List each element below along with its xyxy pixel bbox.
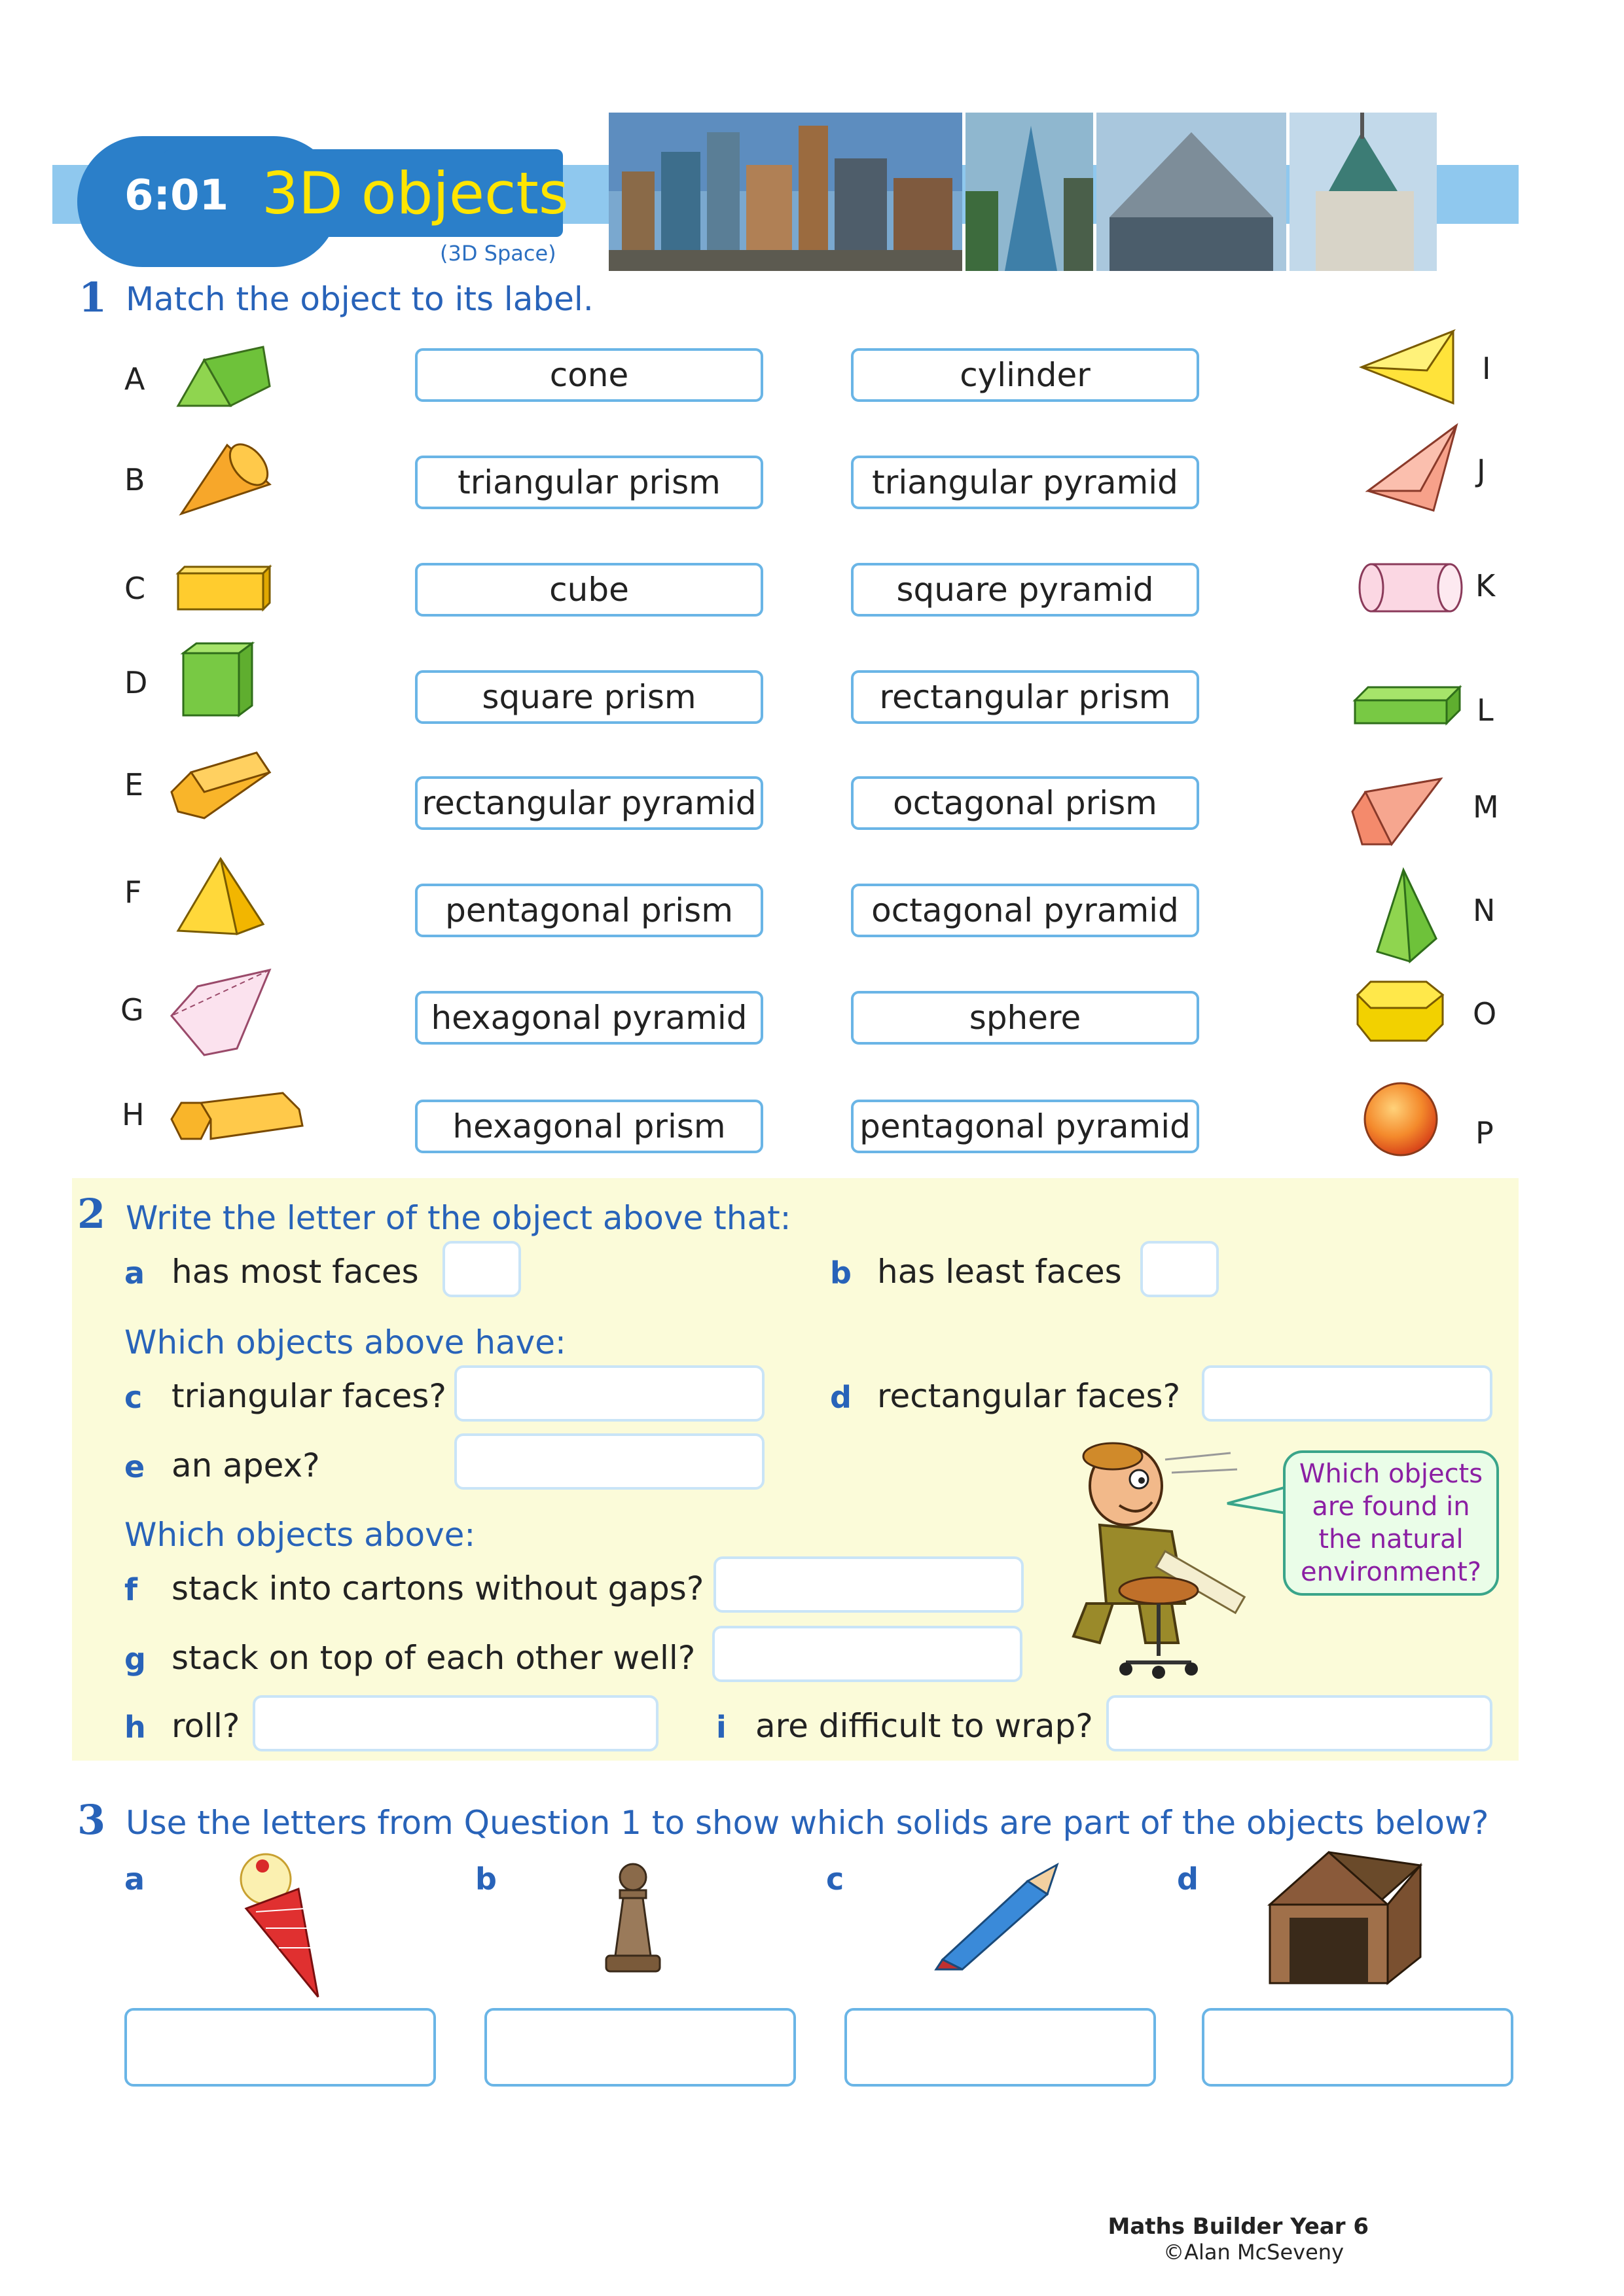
label-hexagonal-prism[interactable]: hexagonal prism	[415, 1100, 763, 1153]
q2-d-answer[interactable]	[1202, 1365, 1492, 1422]
shape-letter-l: L	[1477, 692, 1494, 728]
spire-building-photo	[1290, 113, 1437, 271]
page-title: 3D objects	[262, 160, 569, 227]
footer-book-title: Maths Builder Year 6	[1108, 2214, 1369, 2240]
shape-letter-b: B	[124, 462, 145, 497]
page-subtitle: (3D Space)	[440, 241, 556, 266]
ice-cream-cone-image	[226, 1850, 331, 2000]
label-square-pyramid[interactable]: square pyramid	[851, 563, 1199, 617]
q3-a-letter: a	[124, 1861, 145, 1897]
glass-tower-photo	[965, 113, 1093, 271]
shape-e-pentagonal-prism	[165, 746, 276, 825]
shed-image	[1263, 1846, 1427, 1990]
shape-f-square-pyramid	[171, 852, 270, 937]
label-octagonal-pyramid[interactable]: octagonal pyramid	[851, 884, 1199, 937]
q2-a-answer[interactable]	[442, 1241, 521, 1297]
shape-a-triangular-prism	[171, 340, 276, 412]
shape-letter-i: I	[1482, 351, 1491, 386]
shape-c-rectangular-prism	[171, 560, 276, 613]
label-cube[interactable]: cube	[415, 563, 763, 617]
q2-e-text: an apex?	[171, 1446, 320, 1484]
shape-j-triangular-pyramid	[1362, 419, 1466, 517]
q2-b-text: has least faces	[877, 1253, 1122, 1291]
shape-i-triangular-pyramid	[1355, 325, 1460, 410]
q2-i-letter: i	[716, 1710, 727, 1745]
city-skyline-photo	[609, 113, 962, 271]
pencil-image	[929, 1861, 1060, 1973]
q2-c-answer[interactable]	[454, 1365, 765, 1422]
footer-copyright: ©Alan McSeveny	[1163, 2240, 1344, 2265]
chess-pawn-image	[597, 1857, 669, 1975]
shape-g-pentagonal-pyramid	[165, 963, 276, 1062]
section-code: 6:01	[124, 171, 229, 220]
shape-letter-a: A	[124, 361, 145, 397]
shape-letter-j: J	[1477, 453, 1486, 488]
dome-building-photo	[1096, 113, 1286, 271]
shape-letter-d: D	[124, 665, 148, 700]
q3-b-answer[interactable]	[484, 2008, 796, 2087]
shape-letter-c: C	[124, 571, 146, 606]
q2-b-answer[interactable]	[1140, 1241, 1219, 1297]
shape-n-pyramid	[1371, 867, 1443, 965]
q2-g-letter: g	[124, 1641, 146, 1677]
q2-b-letter: b	[830, 1255, 852, 1291]
q2-e-answer[interactable]	[454, 1433, 765, 1490]
q2-h-letter: h	[124, 1710, 146, 1745]
q3-a-answer[interactable]	[124, 2008, 436, 2087]
label-rectangular-prism[interactable]: rectangular prism	[851, 670, 1199, 724]
q2-i-text: are difficult to wrap?	[755, 1707, 1093, 1745]
q2-h-text: roll?	[171, 1707, 240, 1745]
speech-bubble: Which objects are found in the natural environment?	[1283, 1450, 1499, 1596]
label-square-prism[interactable]: square prism	[415, 670, 763, 724]
shape-k-cylinder	[1355, 560, 1466, 615]
speech-bubble-tail	[1224, 1480, 1290, 1520]
label-octagonal-prism[interactable]: octagonal prism	[851, 776, 1199, 830]
shape-letter-g: G	[120, 992, 144, 1028]
shape-letter-f: F	[124, 874, 142, 910]
q2-c-letter: c	[124, 1380, 143, 1415]
shape-p-sphere	[1362, 1080, 1440, 1158]
label-hexagonal-pyramid[interactable]: hexagonal pyramid	[415, 991, 763, 1045]
question-2-number: 2	[77, 1190, 106, 1238]
label-pentagonal-prism[interactable]: pentagonal prism	[415, 884, 763, 937]
question-1-number: 1	[79, 274, 107, 321]
question-3-number: 3	[77, 1796, 106, 1844]
q2-above-heading: Which objects above:	[124, 1516, 476, 1554]
q2-f-text: stack into cartons without gaps?	[171, 1570, 704, 1607]
q2-d-text: rectangular faces?	[877, 1377, 1181, 1415]
q2-h-answer[interactable]	[253, 1695, 659, 1751]
shape-letter-h: H	[122, 1097, 145, 1132]
q2-e-letter: e	[124, 1449, 145, 1484]
q3-c-letter: c	[826, 1861, 844, 1897]
question-3-instruction: Use the letters from Question 1 to show which solids are part of the objects below?	[126, 1804, 1489, 1842]
shape-letter-o: O	[1473, 996, 1497, 1031]
q3-d-letter: d	[1177, 1861, 1199, 1897]
label-cone[interactable]: cone	[415, 348, 763, 402]
q2-f-letter: f	[124, 1572, 138, 1607]
q3-b-letter: b	[475, 1861, 497, 1897]
label-pentagonal-pyramid[interactable]: pentagonal pyramid	[851, 1100, 1199, 1153]
cartoon-character-illustration	[1060, 1440, 1270, 1682]
label-sphere[interactable]: sphere	[851, 991, 1199, 1045]
q2-g-text: stack on top of each other well?	[171, 1639, 696, 1677]
shape-letter-n: N	[1473, 893, 1496, 928]
shape-letter-p: P	[1475, 1115, 1494, 1151]
q3-d-answer[interactable]	[1202, 2008, 1513, 2087]
shape-d-cube	[177, 640, 262, 719]
shape-letter-k: K	[1475, 568, 1496, 603]
shape-l-rectangular-prism	[1348, 681, 1466, 726]
shape-m-hexagonal-pyramid	[1346, 772, 1444, 851]
q2-d-letter: d	[830, 1380, 852, 1415]
q2-f-answer[interactable]	[713, 1556, 1024, 1613]
label-rectangular-pyramid[interactable]: rectangular pyramid	[415, 776, 763, 830]
question-2-instruction: Write the letter of the object above that:	[126, 1199, 791, 1237]
q2-i-answer[interactable]	[1106, 1695, 1492, 1751]
q2-g-answer[interactable]	[712, 1626, 1022, 1682]
shape-h-hexagonal-prism	[165, 1086, 309, 1152]
shape-letter-m: M	[1473, 789, 1499, 825]
q2-have-heading: Which objects above have:	[124, 1323, 566, 1361]
label-triangular-prism[interactable]: triangular prism	[415, 456, 763, 509]
label-triangular-pyramid[interactable]: triangular pyramid	[851, 456, 1199, 509]
q2-a-letter: a	[124, 1255, 145, 1291]
label-cylinder[interactable]: cylinder	[851, 348, 1199, 402]
shape-letter-e: E	[124, 767, 144, 802]
question-1-instruction: Match the object to its label.	[126, 280, 594, 318]
q2-c-text: triangular faces?	[171, 1377, 446, 1415]
q3-c-answer[interactable]	[844, 2008, 1156, 2087]
shape-o-octagonal-prism	[1351, 975, 1449, 1047]
shape-b-cone	[171, 432, 276, 517]
q2-a-text: has most faces	[171, 1253, 419, 1291]
